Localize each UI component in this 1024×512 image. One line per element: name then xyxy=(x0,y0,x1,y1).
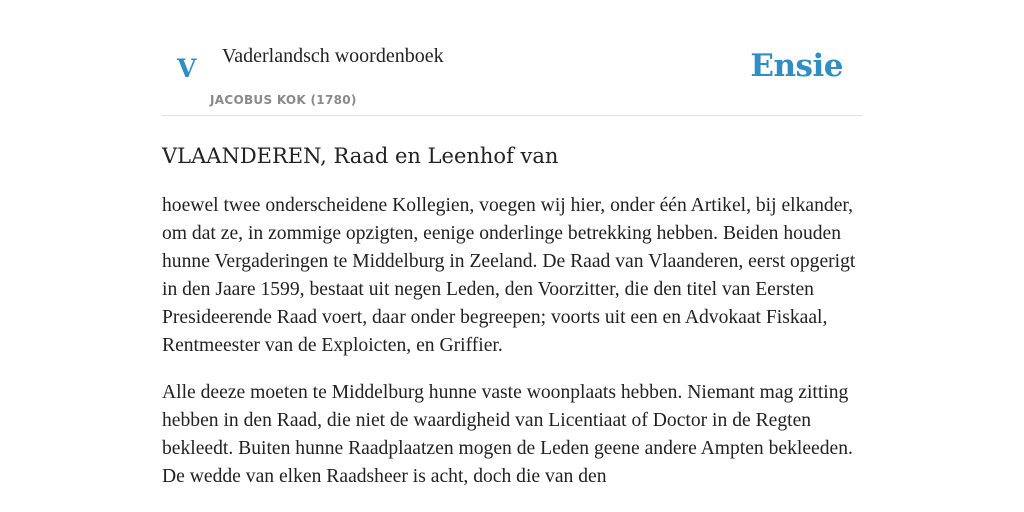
book-title[interactable]: Vaderlandsch woordenboek xyxy=(222,45,444,67)
entry-paragraph: hoewel twee onderscheidene Kollegien, voegen wij hier, onder één Artikel, bij elkander, om dat ze, in zommige opzigten, eenige onderlinge betrekking hebben. Beiden houden hunne Vergaderingen te Middelburg in Zeeland. De Raad van Vlaanderen, eerst opgerigt in den Jaare 1599, bestaat uit negen Leden, den Voorzitter, die den titel van Eersten Presideerende Raad voert, daar onder begreepen; voorts uit een en Advokaat Fiskaal, Rentmeester van de Exploicten, en Griffier. xyxy=(162,195,856,356)
section-letter[interactable]: V xyxy=(177,54,197,83)
header xyxy=(162,0,862,116)
page xyxy=(162,0,862,491)
book-author: JACOBUS KOK (1780) xyxy=(210,93,357,107)
entry-title: VLAANDEREN, Raad en Leenhof van xyxy=(162,144,559,168)
ensie-logo[interactable]: Ensie xyxy=(750,48,843,84)
entry-paragraph: Alle deeze moeten te Middelburg hunne vaste woonplaats hebben. Niemant mag zitting hebben in den Raad, die niet de waardigheid van Licentiaat of Doctor in de Regten bekleedt. Buiten hunne Raadplaatzen mogen de Leden geene andere Ampten bekleeden. De wedde van elken Raadsheer is acht, doch die van den xyxy=(162,382,853,487)
